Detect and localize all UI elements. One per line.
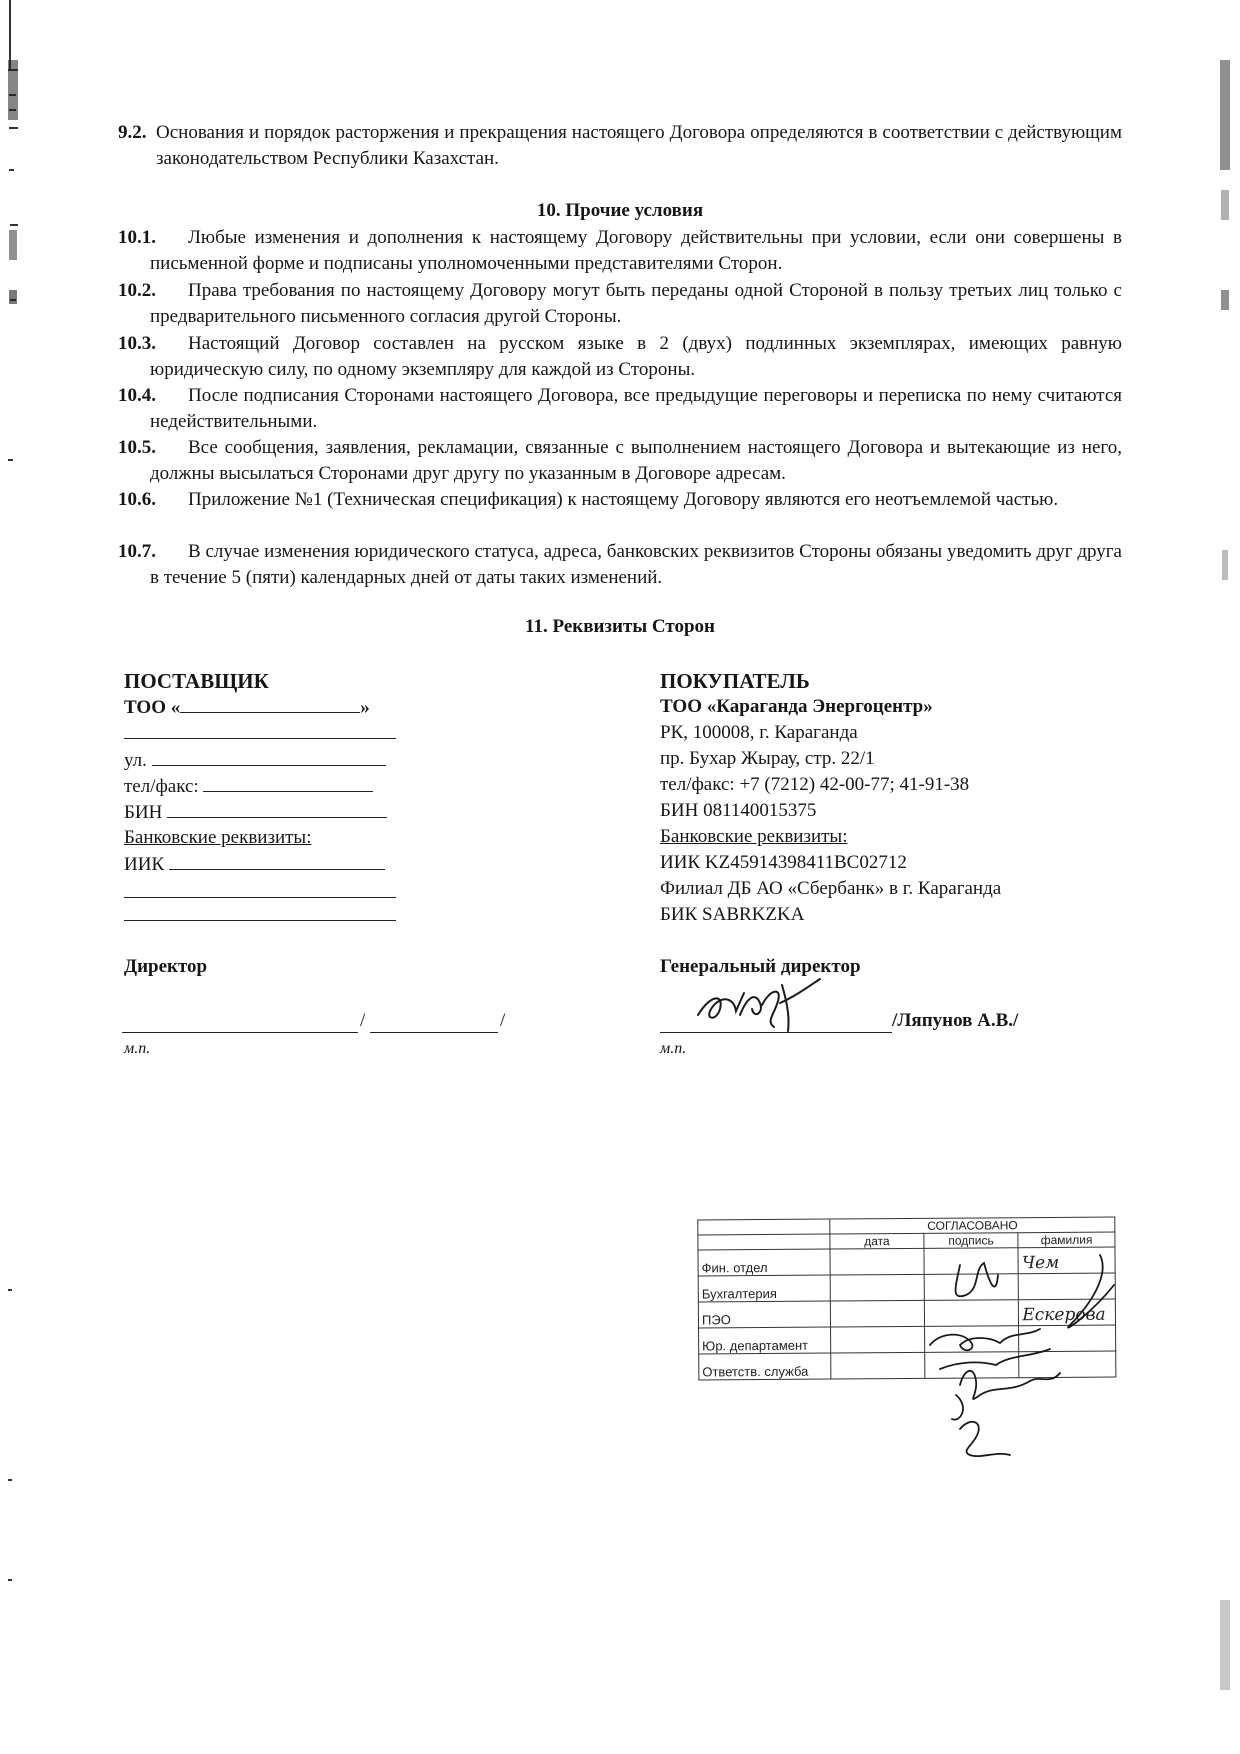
buyer-heading: ПОКУПАТЕЛЬ — [660, 669, 810, 693]
supplier-street-label: ул. — [124, 750, 147, 771]
buyer-signatory: /Ляпунов А.В./ — [892, 1010, 1019, 1031]
clause-number: 10.3. — [118, 333, 156, 354]
clause-text: Любые изменения и дополнения к настоящему Договору действительны при условии, если они совершены в письменной форме и подписаны уполномоченными представителями Сторон. — [150, 227, 1122, 274]
supplier-org — [124, 694, 424, 720]
supplier-iik-label: ИИК — [124, 854, 165, 875]
supplier-phone-row — [124, 773, 424, 799]
section-11-title: 11. Реквизиты Сторон — [525, 616, 715, 637]
clause-10-5 — [118, 435, 1122, 487]
clause-number: 10.5. — [118, 437, 156, 458]
clause-10-4 — [118, 383, 1122, 435]
supplier-street-blank — [152, 747, 386, 766]
buyer-address-1: РК, 100008, г. Караганда — [660, 722, 858, 743]
stamp-blank-header — [698, 1234, 830, 1250]
supplier-signature-line — [122, 1010, 522, 1036]
clause-text: После подписания Сторонами настоящего Договора, все предыдущие переговоры и переписка по нему считаются недействительными. — [150, 385, 1122, 432]
supplier-org-blank — [180, 694, 360, 713]
buyer-phone: тел/факс: +7 (7212) 42-00-77; 41-91-38 — [660, 774, 970, 795]
clause-number: 9.2. — [118, 122, 147, 143]
stamp-col-surname: фамилия — [1018, 1232, 1115, 1248]
stamp-col-date: дата — [830, 1233, 924, 1249]
supplier-stamp-place: м.п. — [124, 1040, 151, 1057]
stamp-surname: Чем — [1018, 1247, 1115, 1274]
buyer-bin: БИН 081140015375 — [660, 800, 817, 821]
supplier-bin-blank — [167, 799, 387, 818]
buyer-director-label: Генеральный директор — [660, 956, 861, 977]
buyer-block — [660, 668, 1120, 928]
clause-number: 10.4. — [118, 385, 156, 406]
supplier-sign-separator: / — [360, 1010, 366, 1031]
stamp-row-label: Ответств. служба — [699, 1353, 831, 1380]
scan-edge-left — [6, 0, 20, 1754]
supplier-blank-line — [124, 906, 396, 921]
supplier-org-suffix: » — [360, 697, 370, 718]
buyer-bik: БИК SABRKZKA — [660, 904, 805, 925]
supplier-iik-blank — [169, 851, 385, 870]
supplier-signature-blank — [122, 1014, 358, 1033]
stamp-row-label: Юр. департамент — [699, 1327, 831, 1354]
approval-signatures — [900, 1245, 1140, 1475]
supplier-street-row — [124, 747, 424, 773]
clause-text: Права требования по настоящему Договору могут быть переданы одной Стороной в пользу третьих лиц только с предварительного письменного согласия другой Стороны. — [150, 280, 1122, 327]
clause-number: 10.7. — [118, 541, 156, 562]
supplier-bin-label: БИН — [124, 802, 163, 823]
clause-10-7 — [118, 539, 1122, 591]
buyer-stamp-place: м.п. — [660, 1040, 687, 1057]
supplier-blank-line — [124, 724, 396, 739]
clause-10-3 — [118, 331, 1122, 383]
buyer-org: ТОО «Караганда Энергоцентр» — [660, 696, 933, 717]
supplier-iik-row — [124, 851, 424, 877]
stamp-row-label: Фин. отдел — [698, 1249, 830, 1276]
supplier-bin-row — [124, 799, 424, 825]
supplier-heading: ПОСТАВЩИК — [124, 669, 269, 693]
clause-text: Основания и порядок расторжения и прекращения настоящего Договора определяются в соответствии с действующим законодательством Республики Казахстан. — [156, 122, 1122, 169]
clause-10-2 — [118, 278, 1122, 330]
clause-text: Все сообщения, заявления, рекламации, связанные с выполнением настоящего Договора и вытекающие из него, должны высылаться Сторонами друг другу по указанным в Договоре адресам. — [150, 437, 1122, 484]
stamp-row-label: Бухгалтерия — [698, 1275, 830, 1302]
supplier-phone-blank — [203, 773, 373, 792]
scan-edge-right — [1218, 40, 1232, 1740]
stamp-row-label: ПЭО — [698, 1301, 830, 1328]
clause-text: В случае изменения юридического статуса, адреса, банковских реквизитов Стороны обязаны уведомить друг друга в течение 5 (пяти) календарных дней от даты таких изменений. — [150, 541, 1122, 588]
supplier-block — [124, 668, 424, 929]
supplier-director-label: Директор — [124, 956, 208, 977]
section-10-title: 10. Прочие условия — [536, 200, 704, 221]
supplier-bank-label: Банковские реквизиты: — [124, 827, 312, 848]
clause-text: Приложение №1 (Техническая спецификация) к настоящему Договору являются его неотъемлемой частью. — [188, 489, 1059, 510]
buyer-iik: ИИК KZ45914398411BC02712 — [660, 852, 907, 873]
clause-10-1 — [118, 225, 1122, 277]
clause-10-6 — [118, 487, 1122, 513]
supplier-sign-separator: / — [500, 1010, 506, 1031]
supplier-phone-label: тел/факс: — [124, 776, 199, 797]
clause-text: Настоящий Договор составлен на русском языке в 2 (двух) подлинных экземплярах, имеющих равную юридическую силу, по одному экземпляру для каждой из Стороны. — [150, 333, 1122, 380]
director-signature — [690, 975, 840, 1035]
clause-9-2 — [118, 120, 1122, 172]
clause-number: 10.6. — [118, 489, 156, 510]
stamp-surname: Ескерова — [1019, 1299, 1116, 1326]
stamp-corner — [698, 1219, 830, 1235]
buyer-bank-branch: Филиал ДБ АО «Сбербанк» в г. Караганда — [660, 878, 1002, 899]
stamp-col-signature: подпись — [924, 1233, 1019, 1249]
clause-number: 10.1. — [118, 227, 156, 248]
buyer-address-2: пр. Бухар Жырау, стр. 22/1 — [660, 748, 875, 769]
stamp-title: СОГЛАСОВАНО — [830, 1217, 1115, 1234]
buyer-bank-label: Банковские реквизиты: — [660, 826, 848, 847]
clause-number: 10.2. — [118, 280, 156, 301]
supplier-blank-line — [124, 883, 396, 898]
supplier-org-prefix: ТОО « — [124, 697, 181, 718]
supplier-name-blank — [370, 1014, 498, 1033]
